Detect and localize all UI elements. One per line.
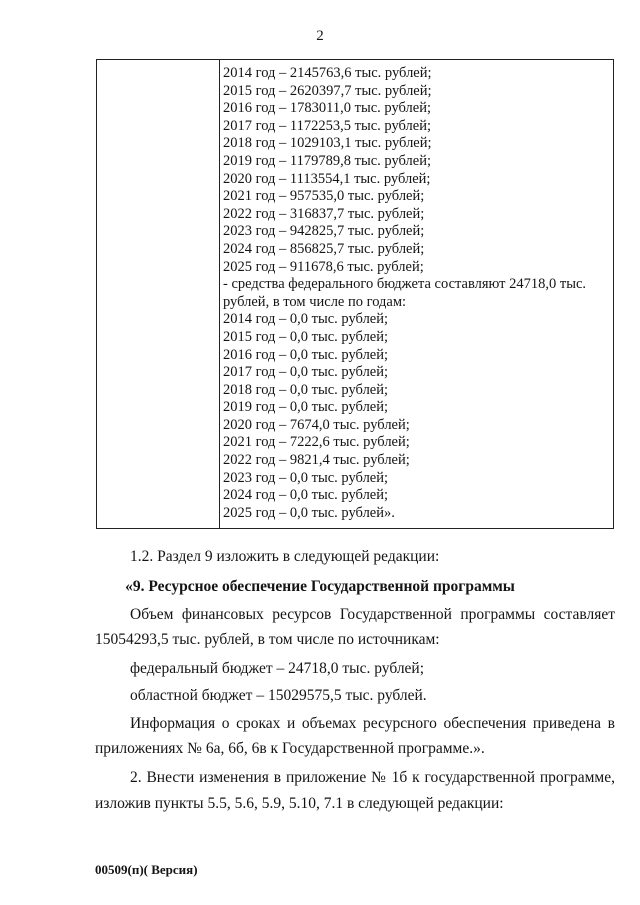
table-line: 2023 год – 0,0 тыс. рублей; [223, 469, 389, 486]
document-version-footer: 00509(п)( Версия) [95, 862, 198, 877]
paragraph-volume-line2: 15054293,5 тыс. рублей, в том числе по источникам: [95, 631, 440, 648]
page-number: 2 [316, 28, 324, 44]
table-line: 2024 год – 0,0 тыс. рублей; [223, 487, 389, 504]
table-line: - средства федерального бюджета составляют 24718,0 тыс. [223, 276, 587, 293]
table-line: 2019 год – 0,0 тыс. рублей; [223, 399, 389, 416]
paragraph-federal-budget: федеральный бюджет – 24718,0 тыс. рублей; [130, 660, 425, 677]
table-line: 2017 год – 1172253,5 тыс. рублей; [223, 117, 431, 134]
table-line: 2021 год – 957535,0 тыс. рублей; [223, 188, 425, 205]
table-line: 2015 год – 0,0 тыс. рублей; [223, 328, 389, 345]
table-line: 2018 год – 0,0 тыс. рублей; [223, 381, 389, 398]
table-line: 2022 год – 9821,4 тыс. рублей; [223, 452, 410, 469]
paragraph-changes-line2: изложив пункты 5.5, 5.6, 5.9, 5.10, 7.1 в следующей редакции: [95, 795, 504, 812]
funding-table [96, 59, 614, 529]
paragraph-regional-budget: областной бюджет – 15029575,5 тыс. рублей. [130, 687, 427, 704]
table-line: 2015 год – 2620397,7 тыс. рублей; [223, 82, 432, 99]
table-line: 2018 год – 1029103,1 тыс. рублей; [223, 135, 432, 152]
table-line: рублей, в том числе по годам: [223, 293, 407, 310]
paragraph-info-line2: приложениях № 6а, 6б, 6в к Государственной программе.». [95, 740, 485, 757]
table-line: 2025 год – 911678,6 тыс. рублей; [223, 258, 424, 275]
table-right-cell [220, 60, 613, 528]
paragraph-info-line1: Информация о сроках и объемах ресурсного обеспечения приведена в [130, 715, 615, 732]
table-line: 2020 год – 1113554,1 тыс. рублей; [223, 170, 431, 187]
table-line: 2021 год – 7222,6 тыс. рублей; [223, 434, 410, 451]
table-line: 2016 год – 1783011,0 тыс. рублей; [223, 100, 431, 117]
table-line: 2014 год – 2145763,6 тыс. рублей; [223, 65, 432, 81]
table-line: 2017 год – 0,0 тыс. рублей; [223, 364, 389, 381]
paragraph-changes-line1: 2. Внести изменения в приложение № 1б к государственной программе, [130, 769, 615, 786]
section-heading: «9. Ресурсное обеспечение Государственной программы [125, 578, 515, 595]
table-line: 2025 год – 0,0 тыс. рублей». [223, 504, 395, 521]
table-line: 2023 год – 942825,7 тыс. рублей; [223, 223, 425, 240]
table-line: 2020 год – 7674,0 тыс. рублей; [223, 416, 410, 433]
table-left-cell [97, 60, 220, 528]
table-line: 2022 год – 316837,7 тыс. рублей; [223, 205, 425, 222]
table-line: 2014 год – 0,0 тыс. рублей; [223, 311, 389, 328]
paragraph-section-9-intro: 1.2. Раздел 9 изложить в следующей редакции: [130, 548, 440, 565]
table-line: 2019 год – 1179789,8 тыс. рублей; [223, 152, 431, 169]
paragraph-volume-line1: Объем финансовых ресурсов Государственной программы составляет [130, 606, 615, 623]
table-line: 2016 год – 0,0 тыс. рублей; [223, 346, 389, 363]
table-line: 2024 год – 856825,7 тыс. рублей; [223, 240, 425, 257]
